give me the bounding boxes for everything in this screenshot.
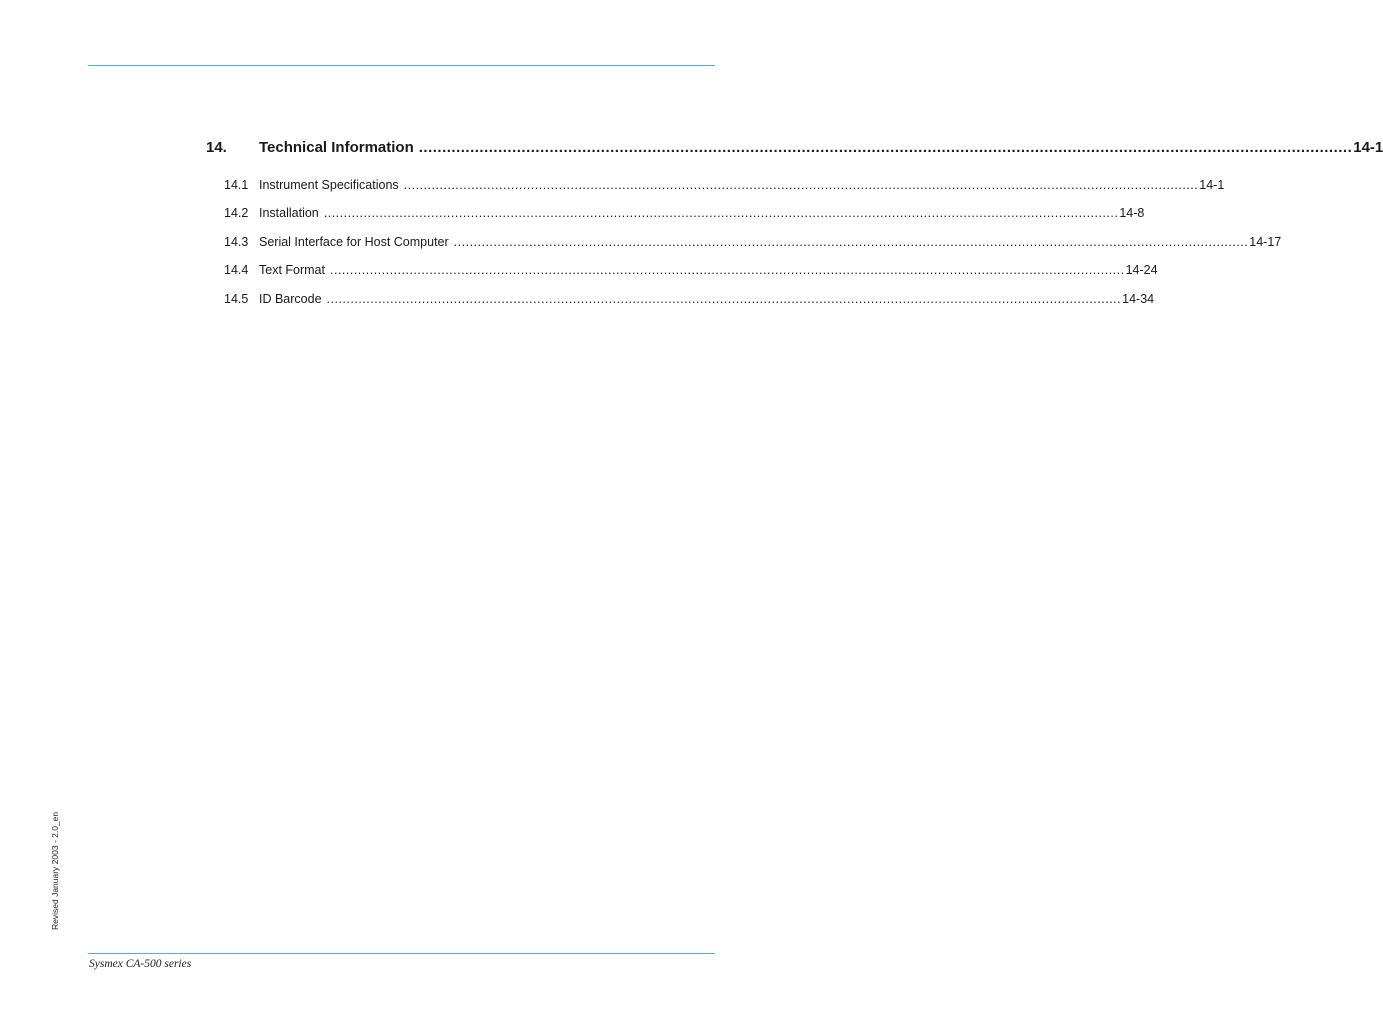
toc-section-entry[interactable]	[224, 263, 1158, 277]
toc-section-number: 14.1	[224, 178, 249, 192]
toc-section-entry[interactable]	[224, 206, 1145, 220]
toc-section-number: 14.4	[224, 263, 249, 277]
toc-chapter-number: 14.	[206, 139, 227, 156]
revision-note: Revised January 2003 - 2.0_en	[50, 811, 60, 930]
toc-section-title: Serial Interface for Host Computer	[259, 235, 449, 249]
toc-chapter-page: 14-1	[1353, 139, 1383, 156]
toc-section-number: 14.3	[224, 235, 249, 249]
toc-section-number: 14.5	[224, 292, 249, 306]
footer-text: Sysmex CA-500 series	[89, 958, 192, 970]
toc-section-number: 14.2	[224, 206, 249, 220]
toc-section-entry[interactable]	[224, 178, 1225, 192]
toc-section-entry[interactable]	[224, 235, 1282, 249]
toc-section-page: 14-17	[1249, 235, 1282, 249]
toc-section-title: Instrument Specifications	[259, 178, 399, 192]
toc-leader-dots: ........................................................................................................................................................................................................	[403, 178, 1199, 192]
toc-leader-dots: ........................................................................................................................................................................................................	[326, 292, 1122, 306]
toc-leader-dots: ........................................................................................................................................................................................................	[418, 139, 1353, 156]
toc-leader-dots: ........................................................................................................................................................................................................	[323, 206, 1119, 220]
toc-chapter-entry[interactable]	[206, 139, 1383, 156]
toc-section-page: 14-34	[1122, 292, 1155, 306]
header-rule	[88, 65, 715, 66]
toc-section-entry[interactable]	[224, 292, 1155, 306]
toc-section-page: 14-8	[1119, 206, 1145, 220]
toc-section-title: Text Format	[259, 263, 325, 277]
footer-rule	[88, 953, 715, 954]
toc-leader-dots: ........................................................................................................................................................................................................	[330, 263, 1125, 277]
toc-section-page: 14-1	[1199, 178, 1225, 192]
toc-leader-dots: ........................................................................................................................................................................................................	[453, 235, 1249, 249]
toc-chapter-title: Technical Information	[259, 139, 414, 156]
toc-section-page: 14-24	[1125, 263, 1158, 277]
toc-section-title: Installation	[259, 206, 319, 220]
toc-section-title: ID Barcode	[259, 292, 322, 306]
